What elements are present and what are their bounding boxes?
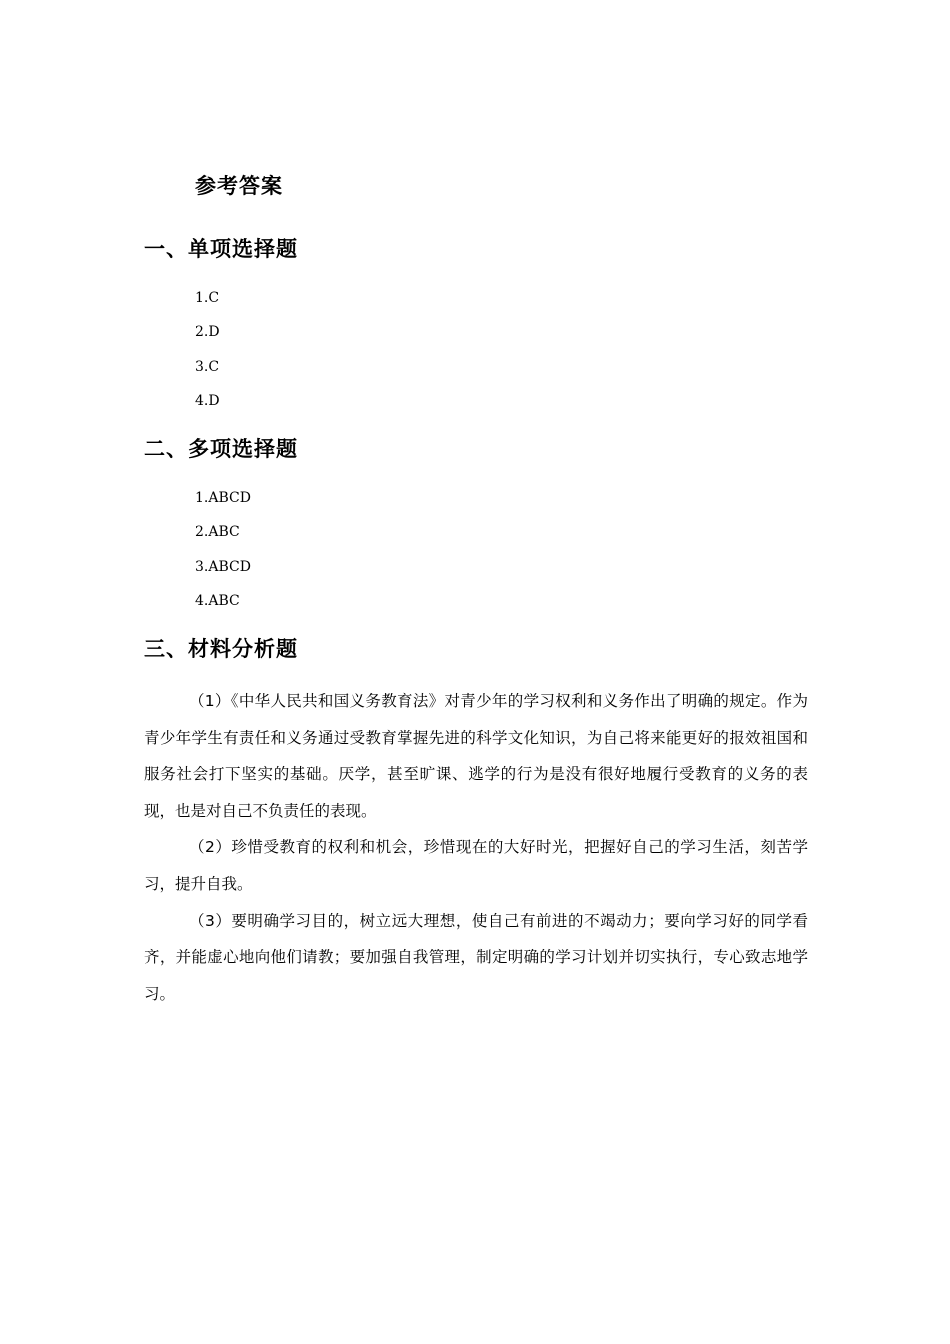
multiple-choice-answer-2: 2.ABC [195,524,240,540]
multiple-choice-answer-4: 4.ABC [195,593,240,609]
section-heading-multiple-choice: 二、多项选择题 [144,437,298,461]
single-choice-answer-2: 2.D [195,324,220,340]
section-heading-single-choice: 一、单项选择题 [144,237,298,261]
analysis-paragraph-2: （2）珍惜受教育的权利和机会，珍惜现在的大好时光，把握好自己的学习生活，刻苦学习，提升自我。 [144,838,808,893]
multiple-choice-answer-3: 3.ABCD [195,559,251,575]
single-choice-answer-3: 3.C [195,359,220,375]
single-choice-answer-4: 4.D [195,393,220,409]
document-title: 参考答案 [195,174,283,198]
analysis-paragraph-1: （1）《中华人民共和国义务教育法》对青少年的学习权利和义务作出了明确的规定。作为青少年学生有责任和义务通过受教育掌握先进的科学文化知识，为自己将来能更好的报效祖国和服务社会打下坚实的基础。厌学，甚至旷课、逃学的行为是没有很好地履行受教育的义务的表现，也是对自己不负责任的表现。 [144,692,808,820]
single-choice-answer-1: 1.C [195,290,220,306]
analysis-paragraph-3: （3）要明确学习目的，树立远大理想，使自己有前进的不竭动力；要向学习好的同学看齐，并能虚心地向他们请教；要加强自我管理，制定明确的学习计划并切实执行，专心致志地学习。 [144,911,808,1003]
multiple-choice-answer-1: 1.ABCD [195,490,251,506]
section-heading-material-analysis: 三、材料分析题 [144,637,298,661]
material-analysis-answers [144,683,808,1012]
